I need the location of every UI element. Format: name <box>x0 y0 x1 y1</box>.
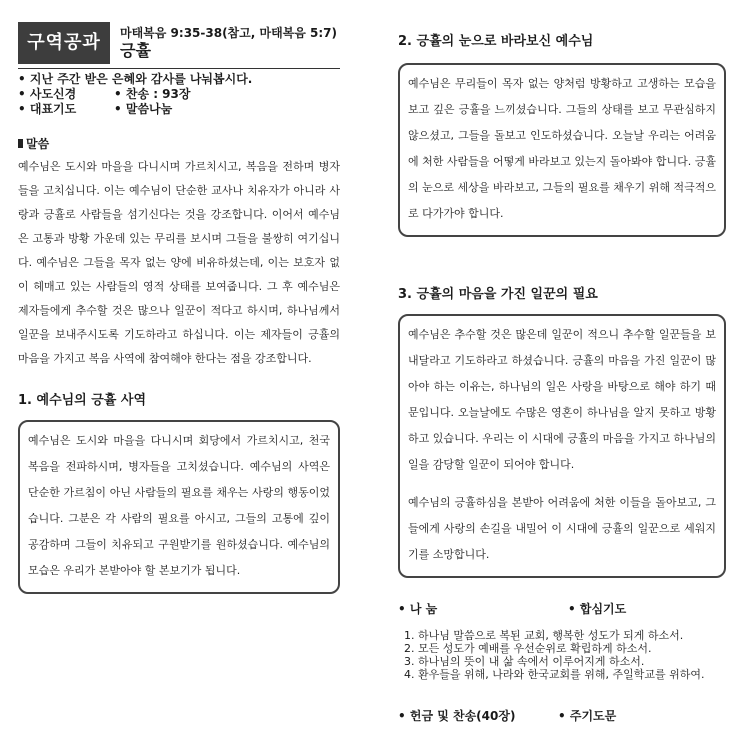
section3-text-2: 예수님의 긍휼하심을 본받아 어려움에 처한 이들을 돌아보고, 그들에게 사랑의 손길을 내밀어 이 시대에 긍휼의 일꾼으로 세워지기를 소망합니다. <box>408 496 716 561</box>
joint-prayer-item: • 합심기도 <box>568 602 627 616</box>
square-bullet-icon <box>18 139 23 148</box>
section3-text-1: 예수님은 추수할 것은 많은데 일꾼이 적으니 추수할 일꾼들을 보내달라고 기도하라고 하셨습니다. 긍휼의 마음을 가진 일꾼이 많아야 하는 이유는, 하나님의 일은 사랑을 바탕으로 해야 하기 때문입니다. 오늘날에도 수많은 영혼이 하나님을 알지 못하고 방황하고 있습니다. 우리는 이 시대에 긍휼의 마음을 가지고 하나님의 일을 감당할 일꾼이 되어야 합니다. <box>408 328 716 471</box>
list-item: 4. 환우들을 위해, 나라와 한국교회를 위해, 주일학교를 위하여. <box>404 668 705 681</box>
closing-row-1 <box>398 600 726 617</box>
sermon-heading-label: 말씀 <box>26 137 50 151</box>
creed-item: • 사도신경 <box>18 87 77 101</box>
sharing-item: • 나 눔 <box>398 602 438 616</box>
section3-box <box>398 314 726 578</box>
closing-row-2 <box>398 707 726 724</box>
offering-item: • 헌금 및 찬송(40장) <box>398 709 516 723</box>
info-row <box>18 102 340 117</box>
header-divider <box>18 68 340 69</box>
section1-box <box>18 420 340 594</box>
left-column <box>18 22 340 594</box>
prayer-list <box>404 629 726 681</box>
sermon-heading <box>18 135 340 152</box>
sermon-text: 예수님은 도시와 마을을 다니시며 가르치시고, 복음을 전하며 병자들을 고치십니다. 이는 예수님이 단순한 교사나 치유자가 아니라 사랑과 긍휼로 사람들을 섬기신다는 것을 강조합니다. 이어서 예수님은 고통과 방황 가운데 있는 무리를 보시며 그들을 불쌍히 여기십니다. 예수님은 그들을 목자 없는 양에 비유하셨는데, 이는 보호자 없이 헤매고 있는 사람들의 영적 상태를 보여줍니다. 그 후 예수님은 제자들에게 추수할 것은 많으나 일꾼이 적다고 하시며, 하나님께서 일꾼을 보내주시도록 기도하라고 하십니다. 이는 제자들이 긍휼의 마음을 가지고 복음 사역에 참여해야 한다는 점을 강조합니다. <box>18 160 340 365</box>
sermon-title: 긍휼 <box>120 41 151 60</box>
lesson-header <box>18 22 340 68</box>
lesson-badge: 구역공과 <box>18 22 110 64</box>
order-of-service <box>18 72 340 117</box>
section2-box <box>398 63 726 237</box>
section2-heading: 2. 긍휼의 눈으로 바라보신 예수님 <box>398 34 594 49</box>
thanks-item: • 지난 주간 받은 은혜와 감사를 나눠봅시다. <box>18 72 253 86</box>
section2-text: 예수님은 무리들이 목자 없는 양처럼 방황하고 고생하는 모습을 보고 깊은 긍휼을 느끼셨습니다. 그들의 상태를 보고 무관심하지 않으셨고, 그들을 돌보고 인도하셨습니다. 오늘날 우리는 어려움에 처한 사람들을 어떻게 바라보고 있는지 돌아봐야 합니다. 긍휼의 눈으로 세상을 바라보고, 그들의 필요를 채우기 위해 적극적으로 다가가야 합니다. <box>408 77 716 220</box>
section1-text: 예수님은 도시와 마을을 다니시며 회당에서 가르치시고, 천국 복음을 전파하시며, 병자들을 고치셨습니다. 예수님의 사역은 단순한 가르침이 아닌 사람들의 필요를 채우는 사랑의 행동이었습니다. 그분은 각 사람의 필요를 아시고, 그들의 고통에 깊이 공감하며 그들이 치유되고 구원받기를 원하셨습니다. 예수님의 모습은 우리가 본받아야 할 본보기가 됩니다. <box>28 434 330 577</box>
section1-heading: 1. 예수님의 긍휼 사역 <box>18 393 147 408</box>
list-item: 2. 모든 성도가 예배를 우선순위로 확립하게 하소서. <box>404 642 652 655</box>
info-row <box>18 87 340 102</box>
right-column <box>398 30 726 724</box>
word-sharing-item: • 말씀나눔 <box>114 102 173 116</box>
info-row <box>18 72 340 87</box>
list-item: 3. 하나님의 뜻이 내 삶 속에서 이루어지게 하소서. <box>404 655 645 668</box>
list-item: 1. 하나님 말씀으로 복된 교회, 행복한 성도가 되게 하소서. <box>404 629 684 642</box>
header-text <box>120 26 337 61</box>
prayer-item: • 대표기도 <box>18 102 77 116</box>
scripture-reference: 마태복음 9:35-38(참고, 마태복음 5:7) <box>120 26 338 40</box>
hymn-item: • 찬송 : 93장 <box>114 87 191 101</box>
lords-prayer-item: • 주기도문 <box>558 709 617 723</box>
section3-heading: 3. 긍휼의 마음을 가진 일꾼의 필요 <box>398 287 598 302</box>
